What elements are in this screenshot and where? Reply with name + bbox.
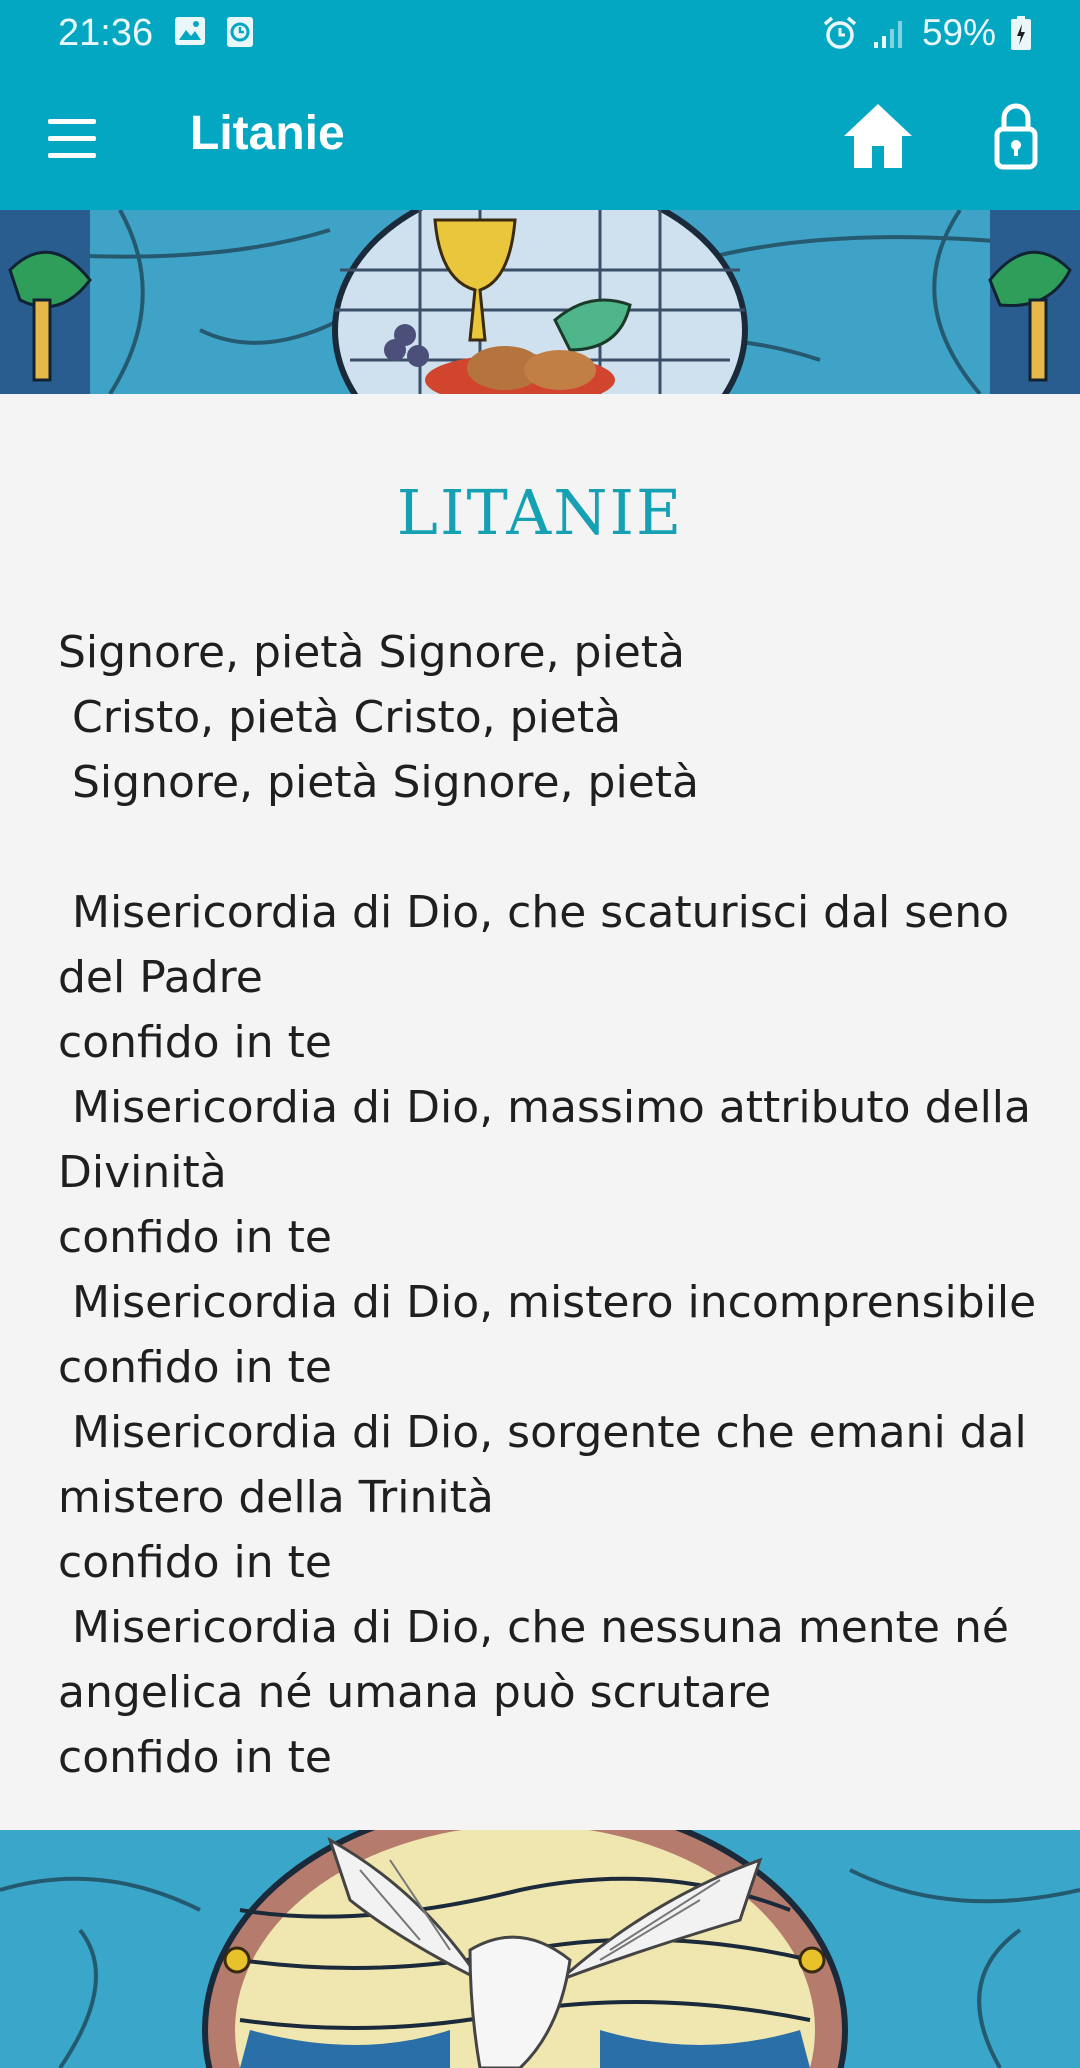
home-icon[interactable] bbox=[842, 102, 914, 172]
litany-text: Signore, pietà Signore, pietà Cristo, pietà Cristo, pietà Signore, pietà Signore, pietà Misericordia di Dio, che scaturisci dal seno del Padre confido in te Misericordia di Dio, massimo attributo della Divinità confido in te Misericordia di Dio, mistero incomprensibile confido in te Misericordia di Dio, sorgente che emani dal mistero della Trinità confido in te Misericordia di Dio, che nessuna mente né angelica né umana può scrutare confido in te bbox=[58, 627, 1037, 1783]
stained-glass-banner-chalice bbox=[0, 210, 1080, 394]
status-time: 21:36 bbox=[58, 12, 154, 54]
alarm-icon bbox=[822, 15, 858, 51]
clock-app-icon bbox=[226, 16, 254, 48]
app-bar bbox=[0, 66, 1080, 210]
page-heading: LITANIE bbox=[396, 476, 684, 549]
status-right bbox=[822, 10, 1032, 56]
signal-icon bbox=[872, 16, 908, 50]
battery-icon bbox=[1010, 15, 1032, 51]
stained-glass-banner-dove bbox=[0, 1830, 1080, 2068]
lock-icon[interactable] bbox=[994, 100, 1038, 170]
app-title: Litanie bbox=[190, 107, 345, 160]
hamburger-menu-icon[interactable] bbox=[44, 112, 100, 164]
battery-percent: 59% bbox=[921, 12, 996, 53]
image-icon bbox=[174, 16, 206, 46]
litany-content[interactable] bbox=[0, 394, 1080, 1830]
status-bar bbox=[0, 0, 1080, 66]
